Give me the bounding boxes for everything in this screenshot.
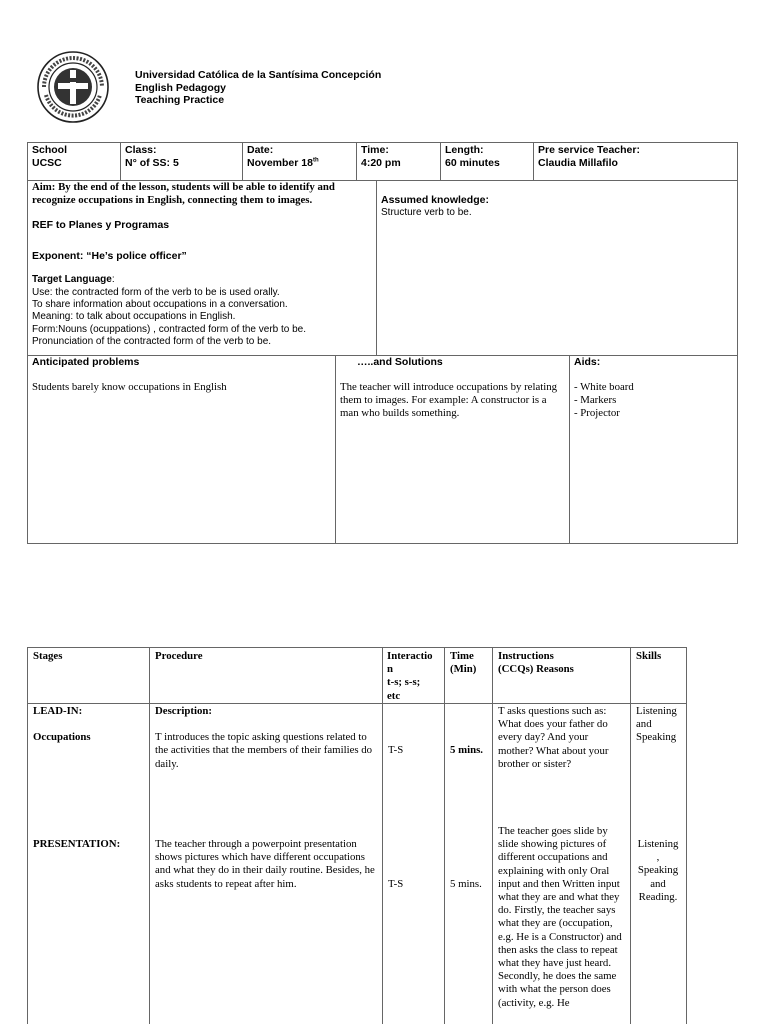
skill-line: ,: [656, 851, 660, 864]
target-meaning: Meaning: to talk about occupations in English.: [32, 311, 236, 323]
aim-text: Aim: By the end of the lesson, students will be able to identify and recognize occupations in English, connecting them to images.: [32, 181, 335, 206]
target-share: To share information about occupations in a conversation.: [32, 298, 288, 310]
date-ordinal: th: [312, 157, 319, 163]
procedure-text: T introduces the topic asking questions related to the activities that the members of their families do daily.: [155, 731, 373, 770]
header-time-line: Time: [450, 650, 474, 662]
length-label: Length:: [445, 144, 484, 156]
class-value: N° of SS: 5: [125, 156, 179, 169]
date-text: November 18: [247, 156, 313, 169]
header-time-line: (Min): [450, 663, 477, 676]
course-name: Teaching Practice: [135, 94, 225, 106]
target-language-colon: :: [111, 274, 115, 285]
length-value: 60 minutes: [445, 156, 500, 169]
stage-lead-in: [33, 705, 145, 744]
interaction-presentation: T-S: [388, 878, 404, 890]
header-instructions: [498, 650, 574, 676]
aid-item: - Projector: [574, 406, 620, 419]
aids-cell: [574, 356, 734, 420]
exponent: Exponent: “He’s police officer”: [32, 249, 187, 262]
header-instructions-line: (CCQs) Reasons: [498, 663, 574, 676]
skill-line: Reading.: [638, 890, 678, 903]
ref-programs: REF to Planes y Programas: [32, 219, 170, 231]
instructions-presentation: The teacher goes slide by slide showing pictures of different occupations and explaining with only Oral input and then Written input what they are and what they do. Firstly, the teacher says what they are (occupation, e.g. He is a Constructor) and then asks the class to repeat what they have just heard. Secondly, he does the same with what the person does (activity, e.g. He: [498, 825, 622, 1009]
procedure-lead-in: [155, 705, 377, 771]
teacher-value: Claudia Millafilo: [538, 156, 618, 169]
teacher-cell: [538, 144, 640, 169]
procedure-title: Description:: [155, 705, 212, 717]
school-label: School: [32, 144, 68, 156]
skill-line: and: [650, 877, 666, 890]
assumed-knowledge-label: Assumed knowledge:: [381, 194, 489, 206]
stage-name: LEAD-IN:: [33, 705, 83, 717]
institution-header: [135, 69, 381, 107]
header-interaction-line: etc: [387, 689, 401, 702]
skills-lead-in: [636, 705, 686, 745]
target-language: [32, 274, 370, 349]
date-value: [247, 157, 319, 170]
skill-line: Listening: [637, 838, 679, 850]
teacher-label: Pre service Teacher:: [538, 144, 640, 156]
university-seal-logo: [36, 50, 110, 124]
header-procedure: Procedure: [155, 650, 203, 662]
school-value: UCSC: [32, 156, 62, 169]
aim-cell: [32, 181, 370, 349]
time-label: Time:: [361, 144, 389, 156]
skill-line: and: [636, 718, 652, 731]
assumed-knowledge-value: Structure verb to be.: [381, 206, 472, 218]
header-instructions-line: Instructions: [498, 650, 554, 662]
anticipated-problems-value: Students barely know occupations in English: [32, 380, 227, 393]
target-pronunciation: Pronunciation of the contracted form of the verb to be.: [32, 336, 272, 348]
aid-item: - White board: [574, 380, 634, 393]
instructions-lead-in: T asks questions such as: What does your father do every day? And your mother? What about your brother or sister?: [498, 705, 609, 770]
time-value: 4:20 pm: [361, 156, 401, 169]
skill-line: Listening: [636, 705, 677, 717]
header-interaction-line: Interactio: [387, 650, 433, 662]
skills-presentation: [632, 838, 684, 904]
time-cell: [361, 144, 401, 169]
class-label: Class:: [125, 144, 157, 156]
header-skills: Skills: [636, 650, 662, 662]
target-use: Use: the contracted form of the verb to be is used orally.: [32, 286, 280, 298]
university-name: Universidad Católica de la Santísima Concepción: [135, 69, 382, 81]
header-interaction-line: t-s; s-s;: [387, 676, 421, 689]
anticipated-problems-cell: [32, 356, 330, 394]
anticipated-problems-label: Anticipated problems: [32, 356, 140, 368]
date-cell: [247, 144, 319, 169]
time-presentation: 5 mins.: [450, 878, 482, 890]
skill-line: Speaking: [637, 864, 679, 877]
date-label: Date:: [247, 144, 274, 156]
solutions-cell: [340, 356, 562, 420]
header-interaction: [387, 650, 443, 703]
procedure-presentation: The teacher through a powerpoint presentation shows pictures which have different occupations and what they do in their daily routine. Besides, he asks students to repeat after him.: [155, 838, 375, 890]
aids-list: [574, 381, 734, 421]
time-lead-in: 5 mins.: [450, 744, 483, 756]
skill-line: Speaking: [636, 731, 677, 744]
assumed-knowledge-cell: [381, 194, 731, 219]
header-stages: Stages: [33, 650, 63, 662]
solutions-value: The teacher will introduce occupations by relating them to images. For example: A constructor is a man who builds something.: [340, 380, 558, 419]
program-name: English Pedagogy: [135, 81, 227, 94]
target-form: Form:Nouns (ocuppations) , contracted form of the verb to be.: [32, 323, 307, 335]
school-cell: [32, 144, 67, 169]
target-language-label: Target Language: [32, 274, 112, 285]
aids-label: Aids:: [574, 356, 601, 368]
stage-topic: Occupations: [33, 731, 91, 744]
solutions-label: …..and Solutions: [357, 356, 443, 368]
class-cell: [125, 144, 179, 169]
length-cell: [445, 144, 500, 169]
aid-item: - Markers: [574, 393, 617, 406]
interaction-lead-in: T-S: [388, 744, 404, 756]
header-time: [450, 650, 476, 676]
header-interaction-line: n: [387, 663, 394, 676]
stage-presentation: PRESENTATION:: [33, 838, 121, 850]
